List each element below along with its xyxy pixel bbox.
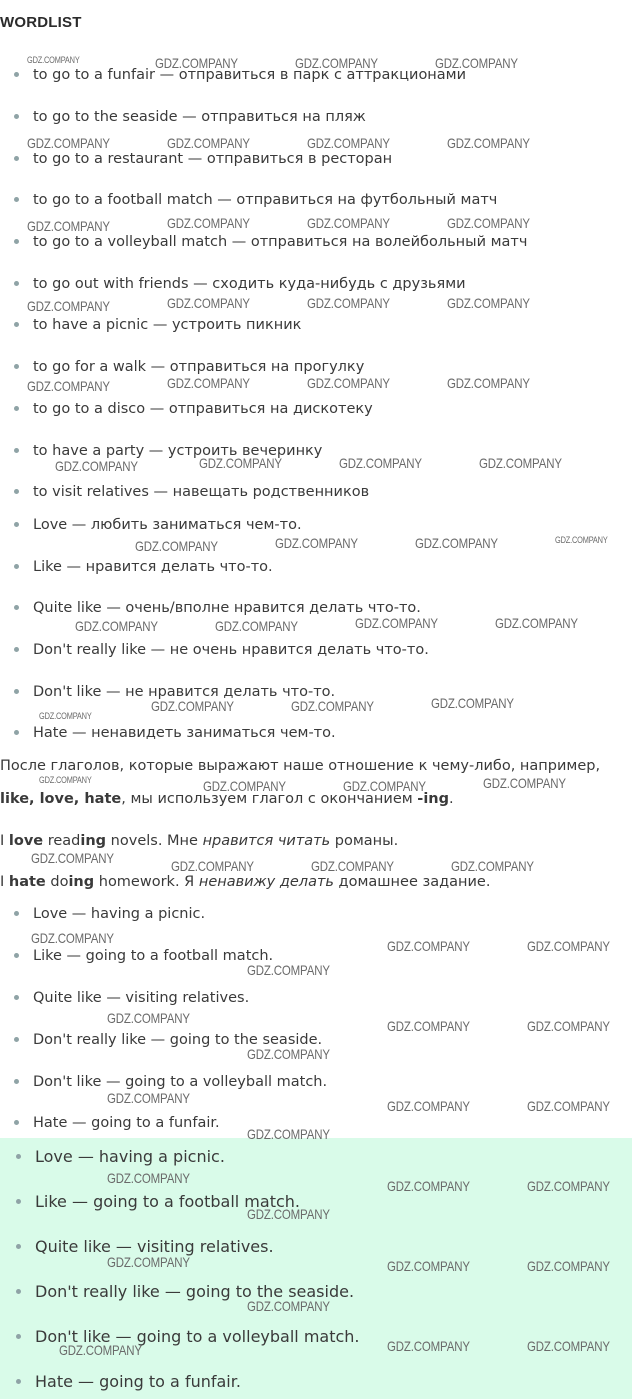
bullet-icon xyxy=(16,1334,21,1339)
list-item-text: Don't really like — going to the seaside. xyxy=(35,1282,355,1301)
bullet-icon xyxy=(14,281,19,286)
bullet-icon xyxy=(14,114,19,119)
watermark: GDZ.COMPANY xyxy=(107,1010,190,1026)
list-item-text: to have a picnic — устроить пикник xyxy=(33,317,302,333)
watermark: GDZ.COMPANY xyxy=(27,55,80,65)
watermark: GDZ.COMPANY xyxy=(291,698,374,714)
bullet-icon xyxy=(16,1244,21,1249)
watermark: GDZ.COMPANY xyxy=(435,55,518,71)
bullet-icon xyxy=(16,1289,21,1294)
list-item-text: Love — having a picnic. xyxy=(35,1147,225,1166)
watermark: GDZ.COMPANY xyxy=(479,455,562,471)
watermark: GDZ.COMPANY xyxy=(31,850,114,866)
watermark: GDZ.COMPANY xyxy=(483,775,566,791)
watermark: GDZ.COMPANY xyxy=(199,455,282,471)
watermark: GDZ.COMPANY xyxy=(27,218,110,234)
wordlist-item xyxy=(14,483,628,501)
watermark: GDZ.COMPANY xyxy=(387,1018,470,1034)
list-item-text: Quite like — visiting relatives. xyxy=(33,990,250,1006)
watermark: GDZ.COMPANY xyxy=(167,295,250,311)
watermark: GDZ.COMPANY xyxy=(451,858,534,874)
watermark: GDZ.COMPANY xyxy=(311,858,394,874)
list-item-text: Quite like — очень/вполне нравится делать что-то. xyxy=(33,600,421,616)
highlight-answer-item xyxy=(16,1148,628,1166)
list-item-text: Love — having a picnic. xyxy=(33,906,206,922)
watermark: GDZ.COMPANY xyxy=(39,711,92,721)
watermark: GDZ.COMPANY xyxy=(107,1090,190,1106)
watermark: GDZ.COMPANY xyxy=(527,1178,610,1194)
list-item-text: to go to a football match — отправиться на футбольный матч xyxy=(33,192,498,208)
watermark: GDZ.COMPANY xyxy=(343,778,426,794)
example-1: I love reading novels. Мне нравится читать романы. xyxy=(0,833,399,849)
list-item-text: to have a party — устроить вечеринку xyxy=(33,443,323,459)
watermark: GDZ.COMPANY xyxy=(167,215,250,231)
grammar-line-1: После глаголов, которые выражают наше отношение к чему-либо, например, xyxy=(0,758,601,774)
answer-item xyxy=(14,905,628,923)
bullet-icon xyxy=(14,364,19,369)
list-item-text: Like — нравится делать что-то. xyxy=(33,559,273,575)
watermark: GDZ.COMPANY xyxy=(431,695,514,711)
watermark: GDZ.COMPANY xyxy=(447,135,530,151)
list-item-text: to go to the seaside — отправиться на пляж xyxy=(33,109,366,125)
watermark: GDZ.COMPANY xyxy=(107,1254,190,1270)
bullet-icon xyxy=(14,239,19,244)
bullet-icon xyxy=(16,1379,21,1384)
wordlist-item xyxy=(14,108,628,126)
wordlist-item xyxy=(14,275,628,293)
list-item-text: to visit relatives — навещать родственников xyxy=(33,484,370,500)
watermark: GDZ.COMPANY xyxy=(339,455,422,471)
watermark: GDZ.COMPANY xyxy=(247,1298,330,1314)
wordlist-heading: WORDLIST xyxy=(0,14,82,31)
bullet-icon xyxy=(14,1079,19,1084)
list-item-text: Don't really like — не очень нравится делать что-то. xyxy=(33,642,429,658)
wordlist-item xyxy=(14,641,628,659)
bullet-icon xyxy=(14,1037,19,1042)
watermark: GDZ.COMPANY xyxy=(527,938,610,954)
watermark: GDZ.COMPANY xyxy=(387,938,470,954)
watermark: GDZ.COMPANY xyxy=(387,1338,470,1354)
watermark: GDZ.COMPANY xyxy=(107,1170,190,1186)
watermark: GDZ.COMPANY xyxy=(135,538,218,554)
watermark: GDZ.COMPANY xyxy=(295,55,378,71)
watermark: GDZ.COMPANY xyxy=(27,135,110,151)
watermark: GDZ.COMPANY xyxy=(555,535,608,545)
wordlist-item xyxy=(14,400,628,418)
bullet-icon xyxy=(14,448,19,453)
watermark: GDZ.COMPANY xyxy=(387,1098,470,1114)
watermark: GDZ.COMPANY xyxy=(39,775,92,785)
bullet-icon xyxy=(14,197,19,202)
watermark: GDZ.COMPANY xyxy=(167,135,250,151)
highlight-answer-item xyxy=(16,1373,628,1391)
list-item-text: to go for a walk — отправиться на прогулку xyxy=(33,359,365,375)
watermark: GDZ.COMPANY xyxy=(307,215,390,231)
wordlist-item xyxy=(14,191,628,209)
watermark: GDZ.COMPANY xyxy=(387,1178,470,1194)
watermark: GDZ.COMPANY xyxy=(247,1046,330,1062)
watermark: GDZ.COMPANY xyxy=(167,375,250,391)
bullet-icon xyxy=(14,72,19,77)
watermark: GDZ.COMPANY xyxy=(447,375,530,391)
bullet-icon xyxy=(14,156,19,161)
bullet-icon xyxy=(14,605,19,610)
list-item-text: Hate — going to a funfair. xyxy=(33,1115,220,1131)
watermark: GDZ.COMPANY xyxy=(247,962,330,978)
watermark: GDZ.COMPANY xyxy=(275,535,358,551)
watermark: GDZ.COMPANY xyxy=(307,295,390,311)
list-item-text: Love — любить заниматься чем-то. xyxy=(33,517,302,533)
watermark: GDZ.COMPANY xyxy=(215,618,298,634)
watermark: GDZ.COMPANY xyxy=(75,618,158,634)
watermark: GDZ.COMPANY xyxy=(247,1126,330,1142)
watermark: GDZ.COMPANY xyxy=(355,615,438,631)
wordlist-item xyxy=(14,558,628,576)
bullet-icon xyxy=(16,1154,21,1159)
bullet-icon xyxy=(16,1199,21,1204)
watermark: GDZ.COMPANY xyxy=(27,378,110,394)
watermark: GDZ.COMPANY xyxy=(527,1338,610,1354)
bullet-icon xyxy=(14,564,19,569)
bullet-icon xyxy=(14,322,19,327)
wordlist-item xyxy=(14,233,628,251)
bullet-icon xyxy=(14,647,19,652)
bullet-icon xyxy=(14,911,19,916)
wordlist-item xyxy=(14,316,628,334)
watermark: GDZ.COMPANY xyxy=(415,535,498,551)
list-item-text: Don't like — не нравится делать что-то. xyxy=(33,684,336,700)
list-item-text: Like — going to a football match. xyxy=(33,948,274,964)
bullet-icon xyxy=(14,489,19,494)
list-item-text: Quite like — visiting relatives. xyxy=(35,1237,274,1256)
bullet-icon xyxy=(14,406,19,411)
list-item-text: Hate — going to a funfair. xyxy=(35,1372,241,1391)
list-item-text: to go to a funfair — отправиться в парк с аттракционами xyxy=(33,67,467,83)
list-item-text: Don't really like — going to the seaside. xyxy=(33,1032,323,1048)
watermark: GDZ.COMPANY xyxy=(495,615,578,631)
bullet-icon xyxy=(14,689,19,694)
bullet-icon xyxy=(14,1120,19,1125)
list-item-text: to go to a disco — отправиться на дискотеку xyxy=(33,401,373,417)
bullet-icon xyxy=(14,730,19,735)
list-item-text: Don't like — going to a volleyball match. xyxy=(35,1327,360,1346)
watermark: GDZ.COMPANY xyxy=(447,215,530,231)
wordlist-item xyxy=(14,150,628,168)
watermark: GDZ.COMPANY xyxy=(307,135,390,151)
grammar-line-2: like, love, hate, мы используем глагол с окончанием -ing. xyxy=(0,791,454,807)
bullet-icon xyxy=(14,522,19,527)
watermark: GDZ.COMPANY xyxy=(527,1018,610,1034)
bullet-icon xyxy=(14,953,19,958)
watermark: GDZ.COMPANY xyxy=(59,1342,142,1358)
wordlist-item xyxy=(14,516,628,534)
list-item-text: to go to a restaurant — отправиться в ресторан xyxy=(33,151,393,167)
watermark: GDZ.COMPANY xyxy=(387,1258,470,1274)
watermark: GDZ.COMPANY xyxy=(31,930,114,946)
watermark: GDZ.COMPANY xyxy=(151,698,234,714)
list-item-text: Hate — ненавидеть заниматься чем-то. xyxy=(33,725,336,741)
list-item-text: to go to a volleyball match — отправиться на волейбольный матч xyxy=(33,234,528,250)
list-item-text: Like — going to a football match. xyxy=(35,1192,300,1211)
watermark: GDZ.COMPANY xyxy=(447,295,530,311)
list-item-text: to go out with friends — сходить куда-нибудь с друзьями xyxy=(33,276,466,292)
watermark: GDZ.COMPANY xyxy=(203,778,286,794)
watermark: GDZ.COMPANY xyxy=(527,1098,610,1114)
watermark: GDZ.COMPANY xyxy=(171,858,254,874)
example-2: I hate doing homework. Я ненавижу делать домашнее задание. xyxy=(0,874,491,890)
answer-item xyxy=(14,989,628,1007)
watermark: GDZ.COMPANY xyxy=(155,55,238,71)
wordlist-item xyxy=(14,724,628,742)
list-item-text: Don't like — going to a volleyball match. xyxy=(33,1074,328,1090)
answer-item xyxy=(14,1073,628,1091)
watermark: GDZ.COMPANY xyxy=(27,298,110,314)
watermark: GDZ.COMPANY xyxy=(307,375,390,391)
wordlist-item xyxy=(14,358,628,376)
watermark: GDZ.COMPANY xyxy=(247,1206,330,1222)
watermark: GDZ.COMPANY xyxy=(527,1258,610,1274)
bullet-icon xyxy=(14,995,19,1000)
watermark: GDZ.COMPANY xyxy=(55,458,138,474)
